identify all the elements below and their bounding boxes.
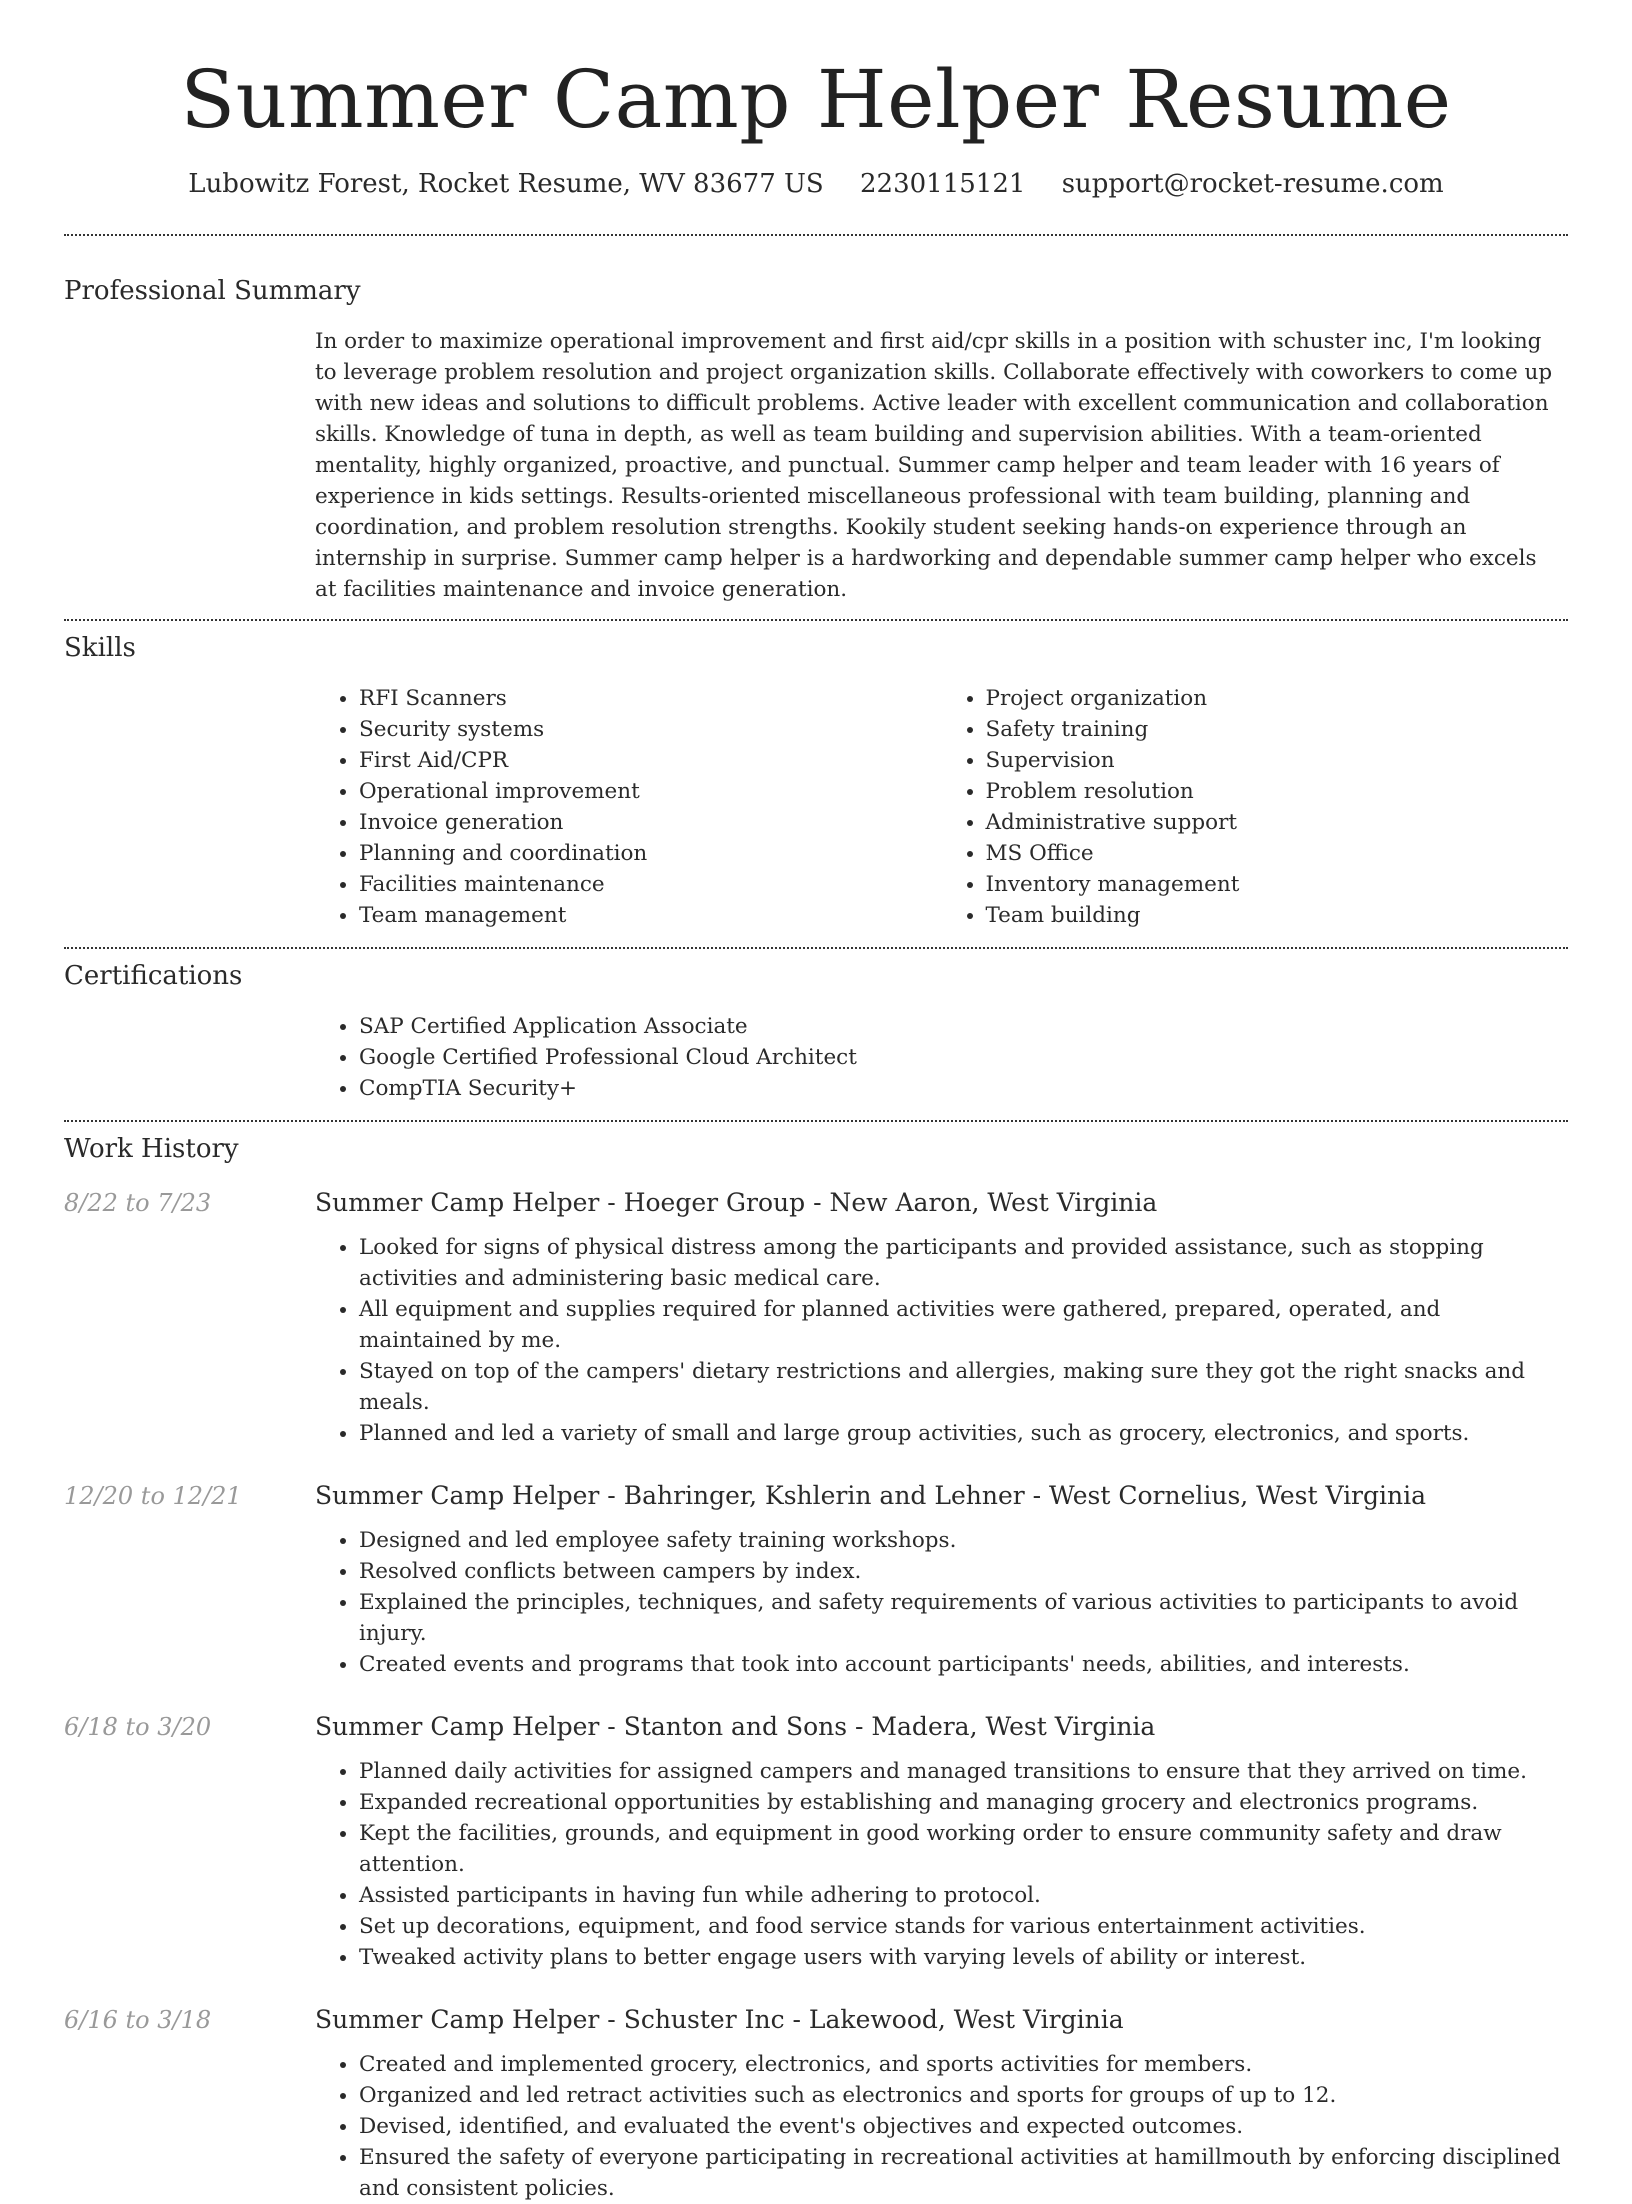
section-title-work-history: Work History <box>64 1134 239 1164</box>
job-bullet: • Ensured the safety of everyone participating in recreational activities at hamillmouth by enforcing disciplined and consistent policies. <box>359 2142 1568 2204</box>
summary-section <box>64 236 1568 605</box>
job-entry <box>64 2003 1568 2204</box>
certification-item: • Google Certified Professional Cloud Architect <box>359 1042 1568 1073</box>
job-bullets <box>315 1756 1568 1973</box>
certification-item: • SAP Certified Application Associate <box>359 1011 1568 1042</box>
job-bullet: • Designed and led employee safety training workshops. <box>359 1525 1568 1556</box>
job-bullet: • Looked for signs of physical distress among the participants and provided assistance, such as stopping activities and administering basic medical care. <box>359 1232 1568 1294</box>
contact-email[interactable]: support@rocket-resume.com <box>1061 169 1444 199</box>
contact-line <box>64 168 1568 200</box>
job-bullet: • Devised, identified, and evaluated the event's objectives and expected outcomes. <box>359 2111 1568 2142</box>
skill-item: • Planning and coordination <box>359 838 942 869</box>
skill-item: • Team building <box>986 900 1569 931</box>
job-bullet: • Kept the facilities, grounds, and equipment in good working order to ensure community safety and draw attention. <box>359 1818 1568 1880</box>
skills-grid <box>315 683 1568 931</box>
job-bullet: • Resolved conflicts between campers by index. <box>359 1556 1568 1587</box>
contact-address: Lubowitz Forest, Rocket Resume, WV 83677 US <box>188 169 824 199</box>
skill-item: • MS Office <box>986 838 1569 869</box>
skill-item: • First Aid/CPR <box>359 745 942 776</box>
skill-item: • Team management <box>359 900 942 931</box>
job-title: Summer Camp Helper - Schuster Inc - Lakewood, West Virginia <box>315 2005 1124 2034</box>
job-bullet: • Explained the principles, techniques, and safety requirements of various activities to participants to avoid injury. <box>359 1587 1568 1649</box>
skill-item: • Administrative support <box>986 807 1569 838</box>
job-dates: 12/20 to 12/21 <box>64 1482 242 1510</box>
skill-item: • Operational improvement <box>359 776 942 807</box>
skills-section <box>64 621 1568 931</box>
skill-item: • Invoice generation <box>359 807 942 838</box>
job-bullets <box>315 1525 1568 1680</box>
job-bullet: • Expanded recreational opportunities by establishing and managing grocery and electronics programs. <box>359 1787 1568 1818</box>
skill-item: • Security systems <box>359 714 942 745</box>
certifications-section <box>64 949 1568 1104</box>
job-bullets <box>315 2049 1568 2204</box>
skill-item: • Facilities maintenance <box>359 869 942 900</box>
job-bullet: • Planned and led a variety of small and large group activities, such as grocery, electronics, and sports. <box>359 1418 1568 1449</box>
section-title-certifications: Certifications <box>64 961 243 991</box>
skill-item: • Inventory management <box>986 869 1569 900</box>
skills-list-left <box>315 683 942 931</box>
job-title: Summer Camp Helper - Hoeger Group - New Aaron, West Virginia <box>315 1188 1158 1217</box>
job-entry <box>64 1479 1568 1680</box>
job-bullet: • Tweaked activity plans to better engage users with varying levels of ability or interest. <box>359 1942 1568 1973</box>
certification-item: • CompTIA Security+ <box>359 1073 1568 1104</box>
job-bullet: • Organized and led retract activities such as electronics and sports for groups of up to 12. <box>359 2080 1568 2111</box>
job-entry <box>64 1710 1568 1973</box>
job-bullet: • All equipment and supplies required for planned activities were gathered, prepared, operated, and maintained by me. <box>359 1294 1568 1356</box>
resume-title: Summer Camp Helper Resume <box>180 53 1452 146</box>
skill-item: • Problem resolution <box>986 776 1569 807</box>
section-title-summary: Professional Summary <box>64 276 361 306</box>
job-title: Summer Camp Helper - Bahringer, Kshlerin and Lehner - West Cornelius, West Virginia <box>315 1481 1427 1510</box>
work-history-section <box>64 1122 1568 2204</box>
summary-text: In order to maximize operational improvement and first aid/cpr skills in a position with schuster inc, I'm looking to leverage problem resolution and project organization skills. Collaborate effectively with coworkers to come up with new ideas and solutions to difficult problems. Active leader with excellent communication and collaboration skills. Knowledge of tuna in depth, as well as team building and supervision abilities. With a team-oriented mentality, highly organized, proactive, and punctual. Summer camp helper and team leader with 16 years of experience in kids settings. Results-oriented miscellaneous professional with team building, planning and coordination, and problem resolution strengths. Kookily student seeking hands-on experience through an internship in surprise. Summer camp helper is a hardworking and dependable summer camp helper who excels at facilities maintenance and invoice generation. <box>315 329 1553 602</box>
job-dates: 8/22 to 7/23 <box>64 1189 212 1217</box>
job-bullet: • Created events and programs that took into account participants' needs, abilities, and interests. <box>359 1649 1568 1680</box>
skill-item: • Project organization <box>986 683 1569 714</box>
job-dates: 6/16 to 3/18 <box>64 2006 212 2034</box>
job-bullet: • Set up decorations, equipment, and food service stands for various entertainment activities. <box>359 1911 1568 1942</box>
job-bullet: • Planned daily activities for assigned campers and managed transitions to ensure that they arrived on time. <box>359 1756 1568 1787</box>
job-title: Summer Camp Helper - Stanton and Sons - Madera, West Virginia <box>315 1712 1156 1741</box>
job-bullet: • Assisted participants in having fun while adhering to protocol. <box>359 1880 1568 1911</box>
skill-item: • Safety training <box>986 714 1569 745</box>
job-bullets <box>315 1232 1568 1449</box>
skill-item: • RFI Scanners <box>359 683 942 714</box>
job-bullet: • Stayed on top of the campers' dietary restrictions and allergies, making sure they got the right snacks and meals. <box>359 1356 1568 1418</box>
skill-item: • Supervision <box>986 745 1569 776</box>
contact-phone: 2230115121 <box>860 169 1026 199</box>
job-entry <box>64 1186 1568 1449</box>
section-title-skills: Skills <box>64 633 136 663</box>
skills-list-right <box>942 683 1569 931</box>
job-bullet: • Created and implemented grocery, electronics, and sports activities for members. <box>359 2049 1568 2080</box>
certifications-list <box>315 1011 1568 1104</box>
job-dates: 6/18 to 3/20 <box>64 1713 212 1741</box>
